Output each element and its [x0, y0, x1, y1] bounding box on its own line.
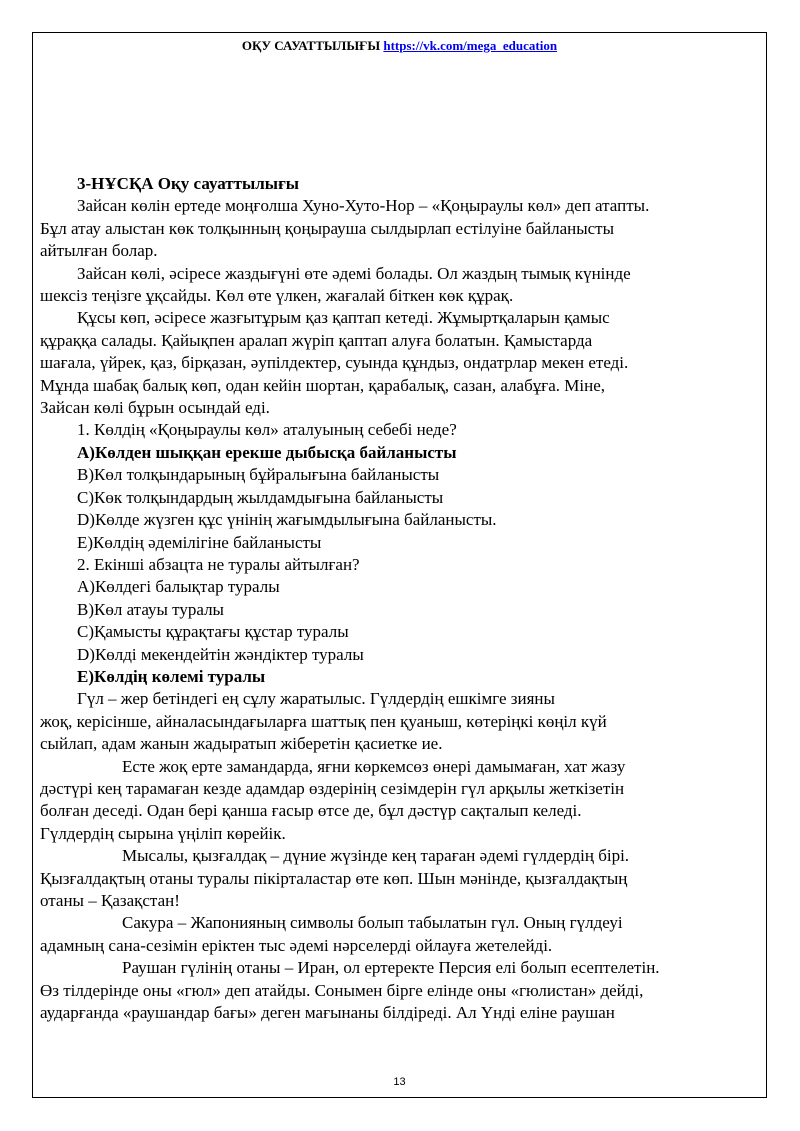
answer-option-a: А)Көлден шыққан ерекше дыбысқа байланысты [77, 442, 457, 462]
section-title: 3-НҰСҚА Оқу сауаттылығы [77, 174, 300, 193]
text-line: шағала, үйрек, қаз, бірқазан, әупілдектер, суында құндыз, ондатрлар мекен етеді. [40, 353, 629, 373]
answer-option-e: Е)Көлдің әдемілігіне байланысты [77, 532, 322, 552]
passage2-paragraph-2 [40, 756, 762, 846]
page-header [32, 38, 767, 54]
passage2-paragraph-3 [40, 845, 762, 912]
text-line: Зайсан көлін ертеде моңғолша Хуно-Хуто-Нор – «Қоңыраулы көл» деп атапты. [77, 196, 650, 216]
document-body [40, 173, 762, 1024]
answer-option-b: В)Көл толқындарының бұйралығына байланысты [77, 465, 440, 485]
text-line: Бұл атау алыстан көк толқынның қоңырауша сылдырлап естілуіне байланысты [40, 218, 615, 238]
text-line: адамның сана-сезімін еріктен тыс әдемі нәрселерді ойлауға жетелейді. [40, 935, 553, 955]
text-line: Мұнда шабақ балық көп, одан кейін шортан, қарабалық, сазан, алабұға. Міне, [40, 375, 606, 395]
text-line: Раушан гүлінің отаны – Иран, ол ертеректе Персия елі болып есептелетін. [122, 958, 660, 978]
answer-option-c: С)Көк толқындардың жылдамдығына байланысты [77, 487, 444, 507]
passage1-paragraph-2 [40, 263, 762, 308]
text-line: Мысалы, қызғалдақ – дүние жүзінде кең тараған әдемі гүлдердің бірі. [122, 846, 630, 866]
text-line: құраққа салады. Қайықпен аралап жүріп қаптап алуға болатын. Қамыстарда [40, 330, 593, 350]
text-line: аударғанда «раушандар бағы» деген мағынаны білдіреді. Ал Үнді еліне раушан [40, 1003, 615, 1023]
text-line: Өз тілдерінде оны «гюл» деп атайды. Сонымен бірге елінде оны «гюлистан» дейді, [40, 980, 644, 1000]
text-line: Сакура – Жапонияның символы болып табылатын гүл. Оның гүлдеуі [122, 913, 623, 933]
header-link[interactable]: https://vk.com/mega_education [383, 38, 558, 53]
text-line: Құсы көп, әсіресе жазғытұрым қаз қаптап кетеді. Жұмыртқаларын қамыс [77, 308, 610, 328]
answer-option-e: Е)Көлдің көлемі туралы [77, 666, 266, 686]
text-line: Гүлдердің сырына үңіліп көрейік. [40, 823, 286, 843]
answer-option-a: А)Көлдегі балықтар туралы [77, 577, 280, 597]
answer-option-d: D)Көлде жүзген құс үнінің жағымдылығына байланысты. [77, 510, 497, 530]
page-number: 13 [393, 1076, 406, 1088]
text-line: сыйлап, адам жанын жадыратып жіберетін қасиетке ие. [40, 734, 443, 754]
text-line: болған деседі. Одан бері қанша ғасыр өтсе де, бұл дәстүр сақталып келеді. [40, 801, 582, 821]
answer-option-b: В)Көл атауы туралы [77, 599, 224, 619]
text-line: айтылған болар. [40, 241, 158, 261]
passage2-paragraph-1 [40, 688, 762, 755]
passage2-paragraph-5 [40, 957, 762, 1024]
text-line: Зайсан көлі бұрын осындай еді. [40, 398, 270, 418]
question-2: 2. Екінші абзацта не туралы айтылған? [77, 554, 360, 574]
text-line: дәстүрі кең тарамаған кезде адамдар өздерінің сезімдерін гүл арқылы жеткізетін [40, 778, 625, 798]
text-line: жоқ, керісінше, айналасындағыларға шаттық пен қуаныш, көтеріңкі көңіл күй [40, 711, 607, 731]
answer-option-d: D)Көлді мекендейтін жәндіктер туралы [77, 644, 364, 664]
text-line: Гүл – жер бетіндегі ең сұлу жаратылыс. Гүлдердің ешкімге зияны [77, 689, 555, 709]
text-line: Қызғалдақтың отаны туралы пікірталастар өте көп. Шын мәнінде, қызғалдақтың [40, 868, 628, 888]
text-line: шексіз теңізге ұқсайды. Көл өте үлкен, жағалай біткен көк құрақ. [40, 286, 514, 306]
answer-option-c: С)Қамысты құрақтағы құстар туралы [77, 622, 349, 642]
passage1-paragraph-3 [40, 307, 762, 419]
passage2-paragraph-4 [40, 912, 762, 957]
text-line: отаны – Қазақстан! [40, 891, 180, 910]
passage1-paragraph-1 [40, 195, 762, 262]
header-title: ОҚУ САУАТТЫЛЫҒЫ [241, 38, 381, 53]
question-1: 1. Көлдің «Қоңыраулы көл» аталуының себебі неде? [77, 420, 457, 440]
text-line: Есте жоқ ерте замандарда, яғни көркемсөз өнері дамымаған, хат жазу [122, 756, 626, 776]
text-line: Зайсан көлі, әсіресе жаздығүні өте әдемі болады. Ол жаздың тымық күнінде [77, 263, 631, 283]
